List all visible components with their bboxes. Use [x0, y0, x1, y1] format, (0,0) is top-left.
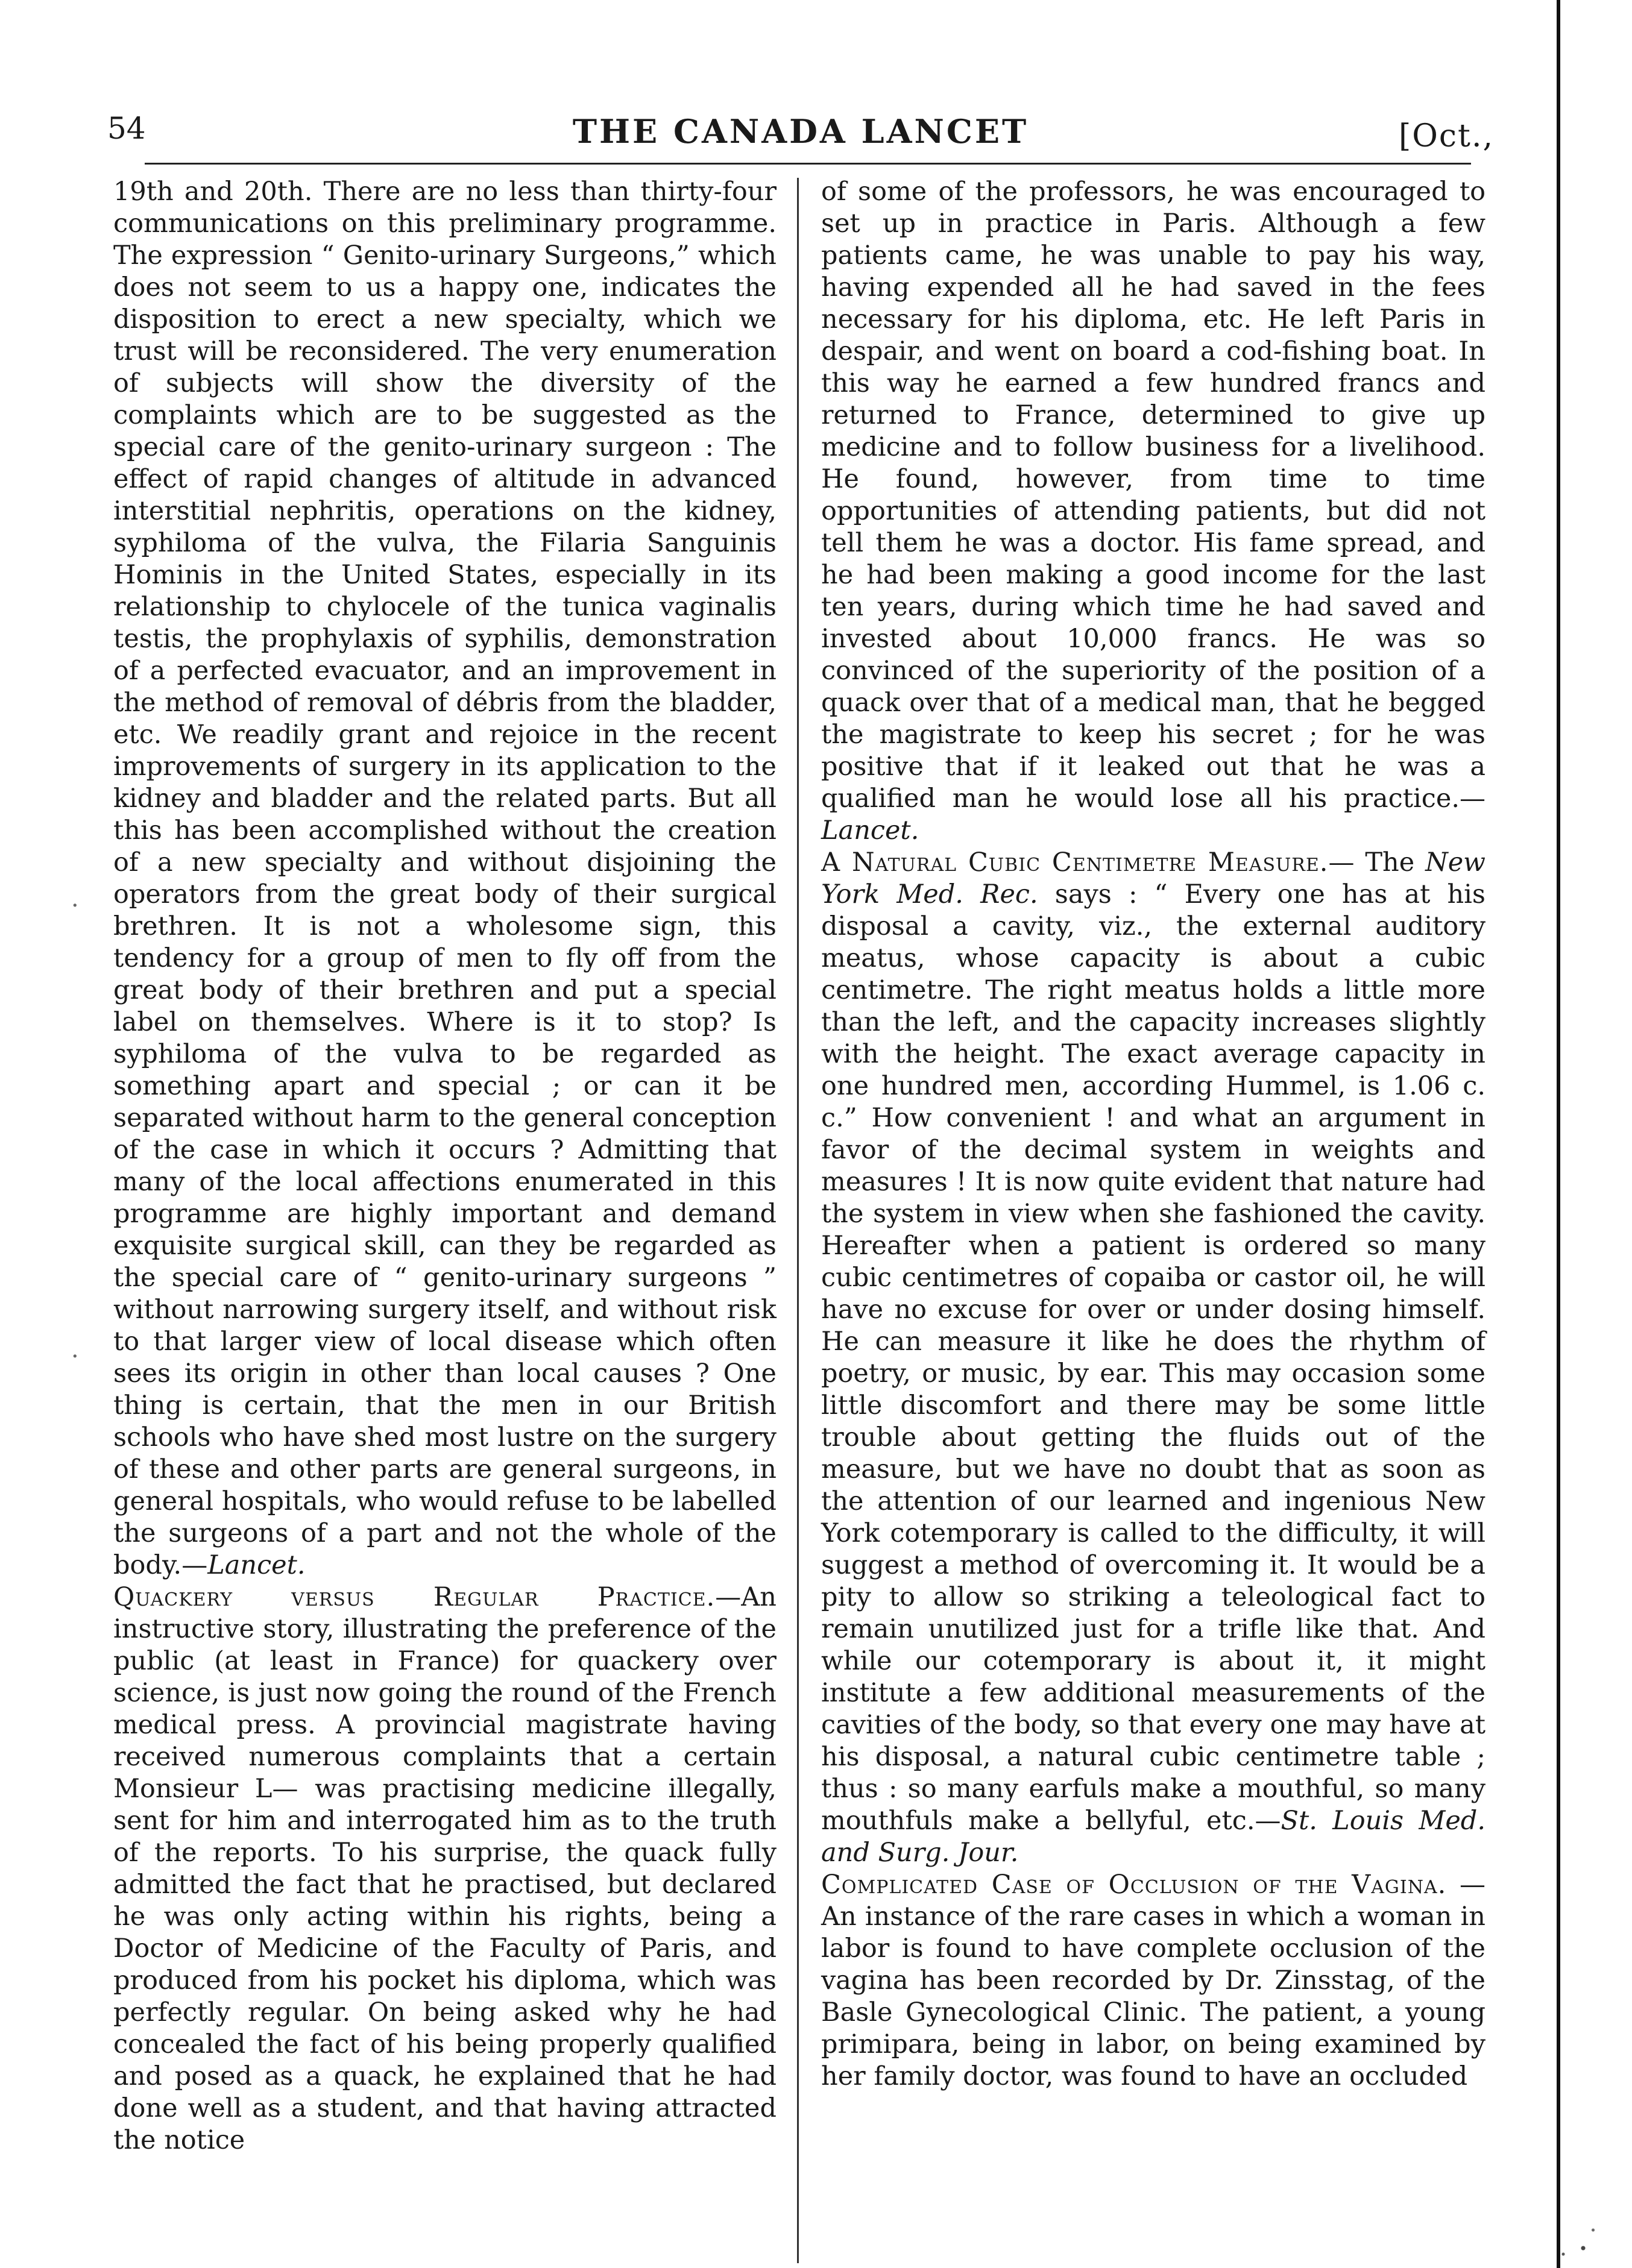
- article-body: 19th and 20th. There are no less than thirty-four communications on this preliminary programme. The expression “ Genito-urinary Surgeons,” which does not seem to us a happy one, indicates the disposition to erect a new specialty, which we trust will be reconsidered. The very enumeration of subjects will show the diversity of the complaints which are to be suggested as the special care of the genito-urinary surgeon : The effect of rapid changes of altitude in advanced interstitial nephritis, operations on the kidney, syphiloma of the vulva, the Filaria Sanguinis Hominis in the United States, especially in its relationship to chylocele of the tunica vaginalis testis, the prophylaxis of syphilis, demonstration of a perfected evacuator, and an improvement in the method of removal of débris from the bladder, etc. We readily grant and rejoice in the recent improvements of surgery in its application to the kidney and bladder and the related parts. But all this has been accomplished without the creation of a new specialty and without disjoining the operators from the great body of their surgical brethren. It is not a wholesome sign, this tendency for a group of men to fly off from the great body of their brethren and put a special label on themselves. Where is it to stop? Is syphiloma of the vulva to be regarded as something apart and special ; or can it be separated without harm to the general conception of the case in which it occurs ? Admitting that many of the local affections enumerated in this programme are highly important and demand exquisite surgical skill, can they be regarded as the special care of “ genito-urinary surgeons ” without narrowing surgery itself, and without risk to that larger view of local disease which often sees its origin in other than local causes ? One thing is certain, that the men in our British schools who have shed most lustre on the surgery of these and other parts are general surgeons, in general hospitals, who would refuse to be labelled the surgeons of a part and not the whole of the body.—: [113, 177, 777, 1580]
- binding-marks: [1543, 2206, 1610, 2266]
- issue-date: [Oct.,: [1399, 118, 1494, 154]
- article-body: of some of the professors, he was encouraged to set up in practice in Paris. Although a few patients came, he was unable to pay his way, having expended all he had saved in the fees necessary for his diploma, etc. He left Paris in despair, and went on board a cod-fishing boat. In this way he earned a few hundred francs and returned to France, determined to give up medicine and to follow business for a livelihood. He found, however, from time to time opportunities of attending patients, but did not tell them he was a doctor. His fame spread, and he had been making a good income for the last ten years, during which time he had saved and invested about 10,000 francs. He was so convinced of the superiority of the position of a quack over that of a medical man, that he begged the magistrate to keep his secret ; for he was positive that if it leaked out that he was a qualified man he would lose all his practice.—: [821, 177, 1485, 814]
- article-source: St. Louis Med. and Surg. Jour.: [821, 1806, 1486, 1868]
- right-column: [821, 176, 1485, 2093]
- quackery-article: [113, 1582, 777, 2156]
- page-edge-rule: [1557, 0, 1560, 2268]
- margin-dot: ·: [71, 892, 79, 920]
- running-header: [107, 107, 1494, 162]
- page-number: 54: [107, 111, 146, 146]
- running-title: THE CANADA LANCET: [572, 112, 1029, 151]
- left-column: [113, 176, 777, 2156]
- column-divider: [797, 178, 799, 2263]
- genito-urinary-article: [113, 176, 777, 1582]
- margin-dot: ·: [71, 1343, 79, 1371]
- article-source: Lancet.: [207, 1550, 306, 1580]
- header-rule: [145, 163, 1471, 165]
- article-heading: A Natural Cubic Centimetre Measure.: [821, 847, 1329, 878]
- quackery-article-continued: [821, 176, 1485, 847]
- cubic-centimetre-article: [821, 847, 1485, 1869]
- article-source: Lancet.: [821, 815, 919, 846]
- article-heading: Complicated Case of Occlusion of the Vagina.: [821, 1870, 1447, 1900]
- article-body: —An instance of the rare cases in which a woman in labor is found to have complete occlusion of the vagina has been recorded by Dr. Zinsstag, of the Basle Gynecological Clinic. The patient, a young primipara, being in labor, on being examined by her family doctor, was found to have an occluded: [821, 1870, 1485, 2091]
- article-intro: — The: [1328, 847, 1426, 878]
- article-body: says : “ Every one has at his disposal a cavity, viz., the external auditory meatus, whose capacity is about a cubic centimetre. The right meatus holds a little more than the left, and the capacity increases slightly with the height. The exact average capacity in one hundred men, according Hummel, is 1.06 c. c.” How convenient ! and what an argument in favor of the decimal system in weights and measures ! It is now quite evident that nature had the system in view when she fashioned the cavity. Hereafter when a patient is ordered so many cubic centimetres of copaiba or castor oil, he will have no excuse for over or under dosing himself. He can measure it like he does the rhythm of poetry, or music, by ear. This may occasion some little discomfort and there may be some little trouble about getting the fluids out of the measure, but we have no doubt that as soon as the attention of our learned and ingenious New York cotemporary is called to the difficulty, it will suggest a method of overcoming it. It would be a pity to allow so striking a teleological fact to remain unutilized just for a trifle like that. And while our cotemporary is about it, it might institute a few additional measurements of the cavities of the body, so that every one may have at his disposal, a natural cubic centimetre table ; thus : so many earfuls make a mouthful, so many mouthfuls make a bellyful, etc.—: [821, 879, 1485, 1836]
- article-heading: Quackery versus Regular Practice.: [113, 1582, 716, 1612]
- vagina-occlusion-article: [821, 1869, 1485, 2093]
- journal-citation: New York Med. Rec.: [821, 847, 1485, 909]
- article-body: —An instructive story, illustrating the preference of the public (at least in France) for quackery over science, is just now going the round of the French medical press. A provincial magistrate having received numerous complaints that a certain Monsieur L— was practising medicine illegally, sent for him and interrogated him as to the truth of the reports. To his surprise, the quack fully admitted the fact that he practised, but declared he was only acting within his rights, being a Doctor of Medicine of the Faculty of Paris, and produced from his pocket his diploma, which was perfectly regular. On being asked why he had concealed the fact of his being properly qualified and posed as a quack, he explained that he had done well as a student, and that having attracted the notice: [113, 1582, 777, 2155]
